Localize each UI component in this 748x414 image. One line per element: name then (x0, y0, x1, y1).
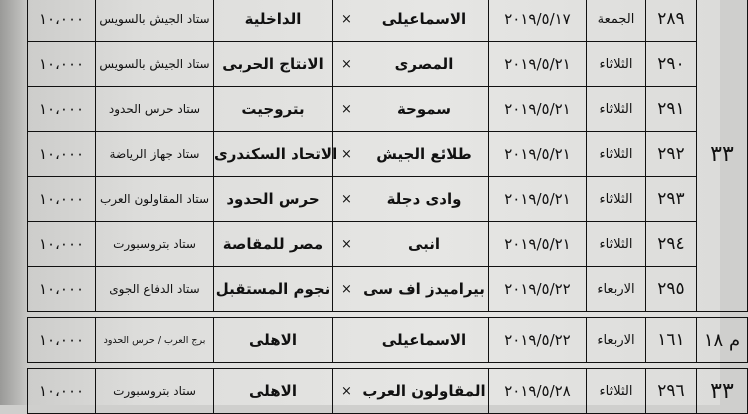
match-date: ٢٠١٩/٥/٢٨ (489, 369, 587, 414)
match-number: ٢٩٤ (646, 222, 697, 267)
match-day: الثلاثاء (587, 369, 646, 414)
table-row (28, 132, 748, 177)
ticket-price: ١٠،٠٠٠ (28, 0, 96, 42)
page-edge-shadow (0, 0, 30, 405)
ticket-price: ١٠،٠٠٠ (28, 267, 96, 312)
stadium: ستاد المقاولون العرب (96, 177, 214, 222)
home-team: الاسماعيلى (360, 318, 489, 363)
away-team: بتروجيت (214, 87, 333, 132)
match-number: ٢٩٠ (646, 42, 697, 87)
versus-mark: × (333, 87, 361, 132)
match-date: ٢٠١٩/٥/٢٢ (489, 267, 587, 312)
match-number: ٢٨٩ (646, 0, 697, 42)
match-number: ١٦١ (646, 318, 697, 363)
ticket-price: ١٠،٠٠٠ (28, 369, 96, 414)
home-team: بيراميدز اف سى (360, 267, 489, 312)
away-team: الاتحاد السكندرى (214, 132, 333, 177)
ticket-price: ١٠،٠٠٠ (28, 42, 96, 87)
match-day: الثلاثاء (587, 177, 646, 222)
match-day: الثلاثاء (587, 222, 646, 267)
ticket-price: ١٠،٠٠٠ (28, 222, 96, 267)
table-row (28, 222, 748, 267)
table-row (28, 177, 748, 222)
versus-mark: × (333, 0, 361, 42)
table-row (28, 318, 748, 363)
round-number: م ١٨ (697, 318, 748, 363)
match-date: ٢٠١٩/٥/٢١ (489, 132, 587, 177)
versus-mark: × (333, 177, 361, 222)
match-number: ٢٩٥ (646, 267, 697, 312)
away-team: الانتاج الحربى (214, 42, 333, 87)
match-date: ٢٠١٩/٥/٢١ (489, 222, 587, 267)
match-day: الجمعة (587, 0, 646, 42)
round-number: ٣٣ (697, 369, 748, 414)
match-date: ٢٠١٩/٥/٢١ (489, 87, 587, 132)
versus-mark: × (333, 132, 361, 177)
stadium: ستاد الجيش بالسويس (96, 0, 214, 42)
home-team: سموحة (360, 87, 489, 132)
table-row (28, 0, 748, 42)
away-team: الداخلية (214, 0, 333, 42)
match-number: ٢٩١ (646, 87, 697, 132)
home-team: الاسماعيلى (360, 0, 489, 42)
ticket-price: ١٠،٠٠٠ (28, 132, 96, 177)
match-day: الاربعاء (587, 318, 646, 363)
versus-mark (333, 318, 361, 363)
versus-mark: × (333, 267, 361, 312)
match-day: الاربعاء (587, 267, 646, 312)
table-row (28, 267, 748, 312)
match-date: ٢٠١٩/٥/٢١ (489, 177, 587, 222)
ticket-price: ١٠،٠٠٠ (28, 87, 96, 132)
ticket-price: ١٠،٠٠٠ (28, 318, 96, 363)
stadium: ستاد الدفاع الجوى (96, 267, 214, 312)
match-day: الثلاثاء (587, 87, 646, 132)
match-schedule-table (27, 0, 748, 414)
match-number: ٢٩٢ (646, 132, 697, 177)
away-team: الاهلى (214, 318, 333, 363)
stadium: ستاد جهاز الرياضة (96, 132, 214, 177)
versus-mark: × (333, 42, 361, 87)
stadium: برج العرب / حرس الحدود (96, 318, 214, 363)
home-team: المصرى (360, 42, 489, 87)
home-team: طلائع الجيش (360, 132, 489, 177)
stadium: ستاد حرس الحدود (96, 87, 214, 132)
match-date: ٢٠١٩/٥/٢١ (489, 42, 587, 87)
match-day: الثلاثاء (587, 42, 646, 87)
home-team: وادى دجلة (360, 177, 489, 222)
match-date: ٢٠١٩/٥/٢٢ (489, 318, 587, 363)
versus-mark: × (333, 222, 361, 267)
stadium: ستاد بتروسبورت (96, 222, 214, 267)
ticket-price: ١٠،٠٠٠ (28, 177, 96, 222)
table-row (28, 42, 748, 87)
away-team: نجوم المستقبل (214, 267, 333, 312)
home-team: المقاولون العرب (360, 369, 489, 414)
table-row (28, 87, 748, 132)
versus-mark: × (333, 369, 361, 414)
stadium: ستاد الجيش بالسويس (96, 42, 214, 87)
away-team: الاهلى (214, 369, 333, 414)
round-number: ٣٣ (697, 0, 748, 312)
match-number: ٢٩٣ (646, 177, 697, 222)
match-day: الثلاثاء (587, 132, 646, 177)
match-number: ٢٩٦ (646, 369, 697, 414)
away-team: حرس الحدود (214, 177, 333, 222)
away-team: مصر للمقاصة (214, 222, 333, 267)
home-team: انبى (360, 222, 489, 267)
stadium: ستاد بتروسبورت (96, 369, 214, 414)
match-date: ٢٠١٩/٥/١٧ (489, 0, 587, 42)
table-row (28, 369, 748, 414)
